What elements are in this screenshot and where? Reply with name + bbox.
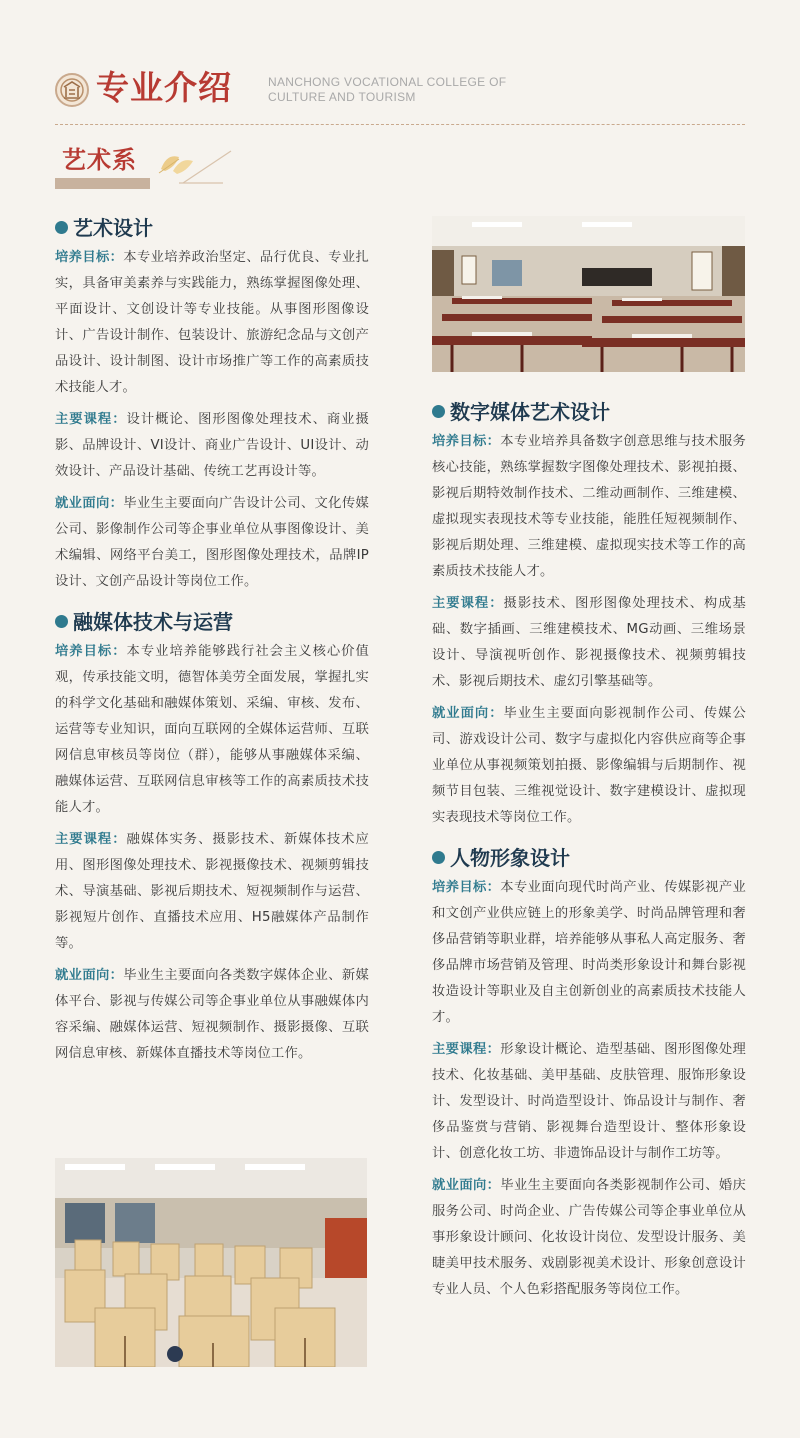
courses-text: 形象设计概论、造型基础、图形图像处理技术、化妆基础、美甲基础、皮肤管理、服饰形象设计、发型设计、时尚造型设计、饰品设计与制作、奢侈品鉴赏与营销、影视舞台造型设计、整体形象设计、创意化妆工坊、非遗饰品设计与制作工坊等。 — [432, 1042, 746, 1161]
section-title — [55, 213, 369, 243]
goal-label: 培养目标： — [432, 434, 501, 449]
jobs-paragraph — [432, 1173, 746, 1303]
section-title-text: 艺术设计 — [73, 216, 153, 240]
courses-text: 设计概论、图形图像处理技术、商业摄影、品牌设计、VI设计、商业广告设计、UI设计、动效设计、产品设计基础、传统工艺再设计等。 — [55, 412, 369, 479]
easel-studio-photo — [55, 1158, 367, 1367]
section-title-text: 融媒体技术与运营 — [73, 610, 233, 634]
section-title — [432, 843, 746, 873]
jobs-text: 毕业生主要面向广告设计公司、文化传媒公司、影像制作公司等企事业单位从事图像设计、美术编辑、网络平台美工，图形图像处理技术，品牌IP设计、文创产品设计等岗位工作。 — [55, 496, 369, 589]
section-art-design — [55, 213, 369, 595]
jobs-text: 毕业生主要面向各类影视制作公司、婚庆服务公司、时尚企业、广告传媒公司等企事业单位从事形象设计顾问、化妆设计岗位、发型设计服务、美睫美甲技术服务、戏剧影视美术设计、形象创意设计专业人员、个人色彩搭配服务等岗位工作。 — [432, 1178, 746, 1297]
goal-text: 本专业培养政治坚定、品行优良、专业扎实，具备审美素养与实践能力，熟练掌握图像处理、平面设计、文创设计等专业技能。从事图形图像设计、广告设计制作、包装设计、旅游纪念品与文创产品设计、设计制图、设计市场推广等工作的高素质技术技能人才。 — [55, 250, 369, 395]
bullet-dot-icon — [432, 851, 445, 864]
jobs-label: 就业面向： — [432, 1178, 501, 1193]
right-column — [432, 397, 746, 1309]
ginkgo-leaf-icon — [153, 147, 233, 187]
department-underline — [55, 178, 150, 189]
section-image-design — [432, 843, 746, 1303]
bullet-dot-icon — [55, 221, 68, 234]
courses-paragraph — [432, 591, 746, 695]
calligraphy-classroom-photo — [432, 216, 745, 372]
goal-paragraph — [432, 429, 746, 585]
jobs-label: 就业面向： — [55, 496, 124, 511]
jobs-text: 毕业生主要面向影视制作公司、传媒公司、游戏设计公司、数字与虚拟化内容供应商等企事业单位从事视频策划拍摄、影像编辑与后期制作、视频节目包装、三维视觉设计、数字建模设计、虚拟现实表现技术等岗位工作。 — [432, 706, 746, 825]
courses-paragraph — [432, 1037, 746, 1167]
goal-paragraph — [432, 875, 746, 1031]
page-subtitle — [268, 75, 506, 105]
page-title: 专业介绍 — [96, 68, 232, 107]
courses-paragraph — [55, 827, 369, 957]
courses-label: 主要课程： — [55, 412, 127, 427]
goal-label: 培养目标： — [55, 250, 124, 265]
jobs-label: 就业面向： — [432, 706, 504, 721]
department-title: 艺术系 — [62, 146, 137, 174]
goal-text: 本专业培养能够践行社会主义核心价值观，传承技能文明，德智体美劳全面发展，掌握扎实的科学文化基础和融媒体策划、采编、审核、发布、运营等专业知识，面向互联网的全媒体运营师、互联网信息审核员等岗位（群），能够从事融媒体采编、融媒体运营、互联网信息审核等工作的高素质技术技能人才。 — [55, 644, 369, 815]
jobs-paragraph — [432, 701, 746, 831]
courses-text: 摄影技术、图形图像处理技术、构成基础、数字插画、三维建模技术、MG动画、三维场景设计、导演视听创作、影视摄像技术、视频剪辑技术、影视后期技术、虚幻引擎基础等。 — [432, 596, 746, 689]
goal-text: 本专业面向现代时尚产业、传媒影视产业和文创产业供应链上的形象美学、时尚品牌管理和奢侈品营销等职业群，培养能够从事私人高定服务、奢侈品牌市场营销及管理、时尚类形象设计和舞台影视妆造设计等职业及自主创新创业的高素质技术技能人才。 — [432, 880, 746, 1025]
goal-label: 培养目标： — [432, 880, 501, 895]
college-emblem-icon — [55, 73, 89, 107]
courses-label: 主要课程： — [55, 832, 127, 847]
courses-text: 融媒体实务、摄影技术、新媒体技术应用、图形图像处理技术、影视摄像技术、视频剪辑技术、导演基础、影视后期技术、短视频制作与运营、影视短片创作、直播技术应用、H5融媒体产品制作等。 — [55, 832, 369, 951]
jobs-paragraph — [55, 963, 369, 1067]
goal-text: 本专业培养具备数字创意思维与技术服务核心技能，熟练掌握数字图像处理技术、影视拍摄、影视后期特效制作技术、二维动画制作、三维建模、虚拟现实表现技术等专业技能，能胜任短视频制作、影视后期处理、三维建模、虚拟现实技术等工作的高素质技术技能人才。 — [432, 434, 746, 579]
section-media-fusion — [55, 607, 369, 1067]
goal-paragraph — [55, 245, 369, 401]
jobs-label: 就业面向： — [55, 968, 124, 983]
courses-label: 主要课程： — [432, 596, 504, 611]
courses-paragraph — [55, 407, 369, 485]
goal-paragraph — [55, 639, 369, 821]
jobs-text: 毕业生主要面向各类数字媒体企业、新媒体平台、影视与传媒公司等企事业单位从事融媒体内容采编、融媒体运营、短视频制作、摄影摄像、互联网信息审核、新媒体直播技术等岗位工作。 — [55, 968, 369, 1061]
bullet-dot-icon — [432, 405, 445, 418]
left-column — [55, 213, 369, 1073]
section-title — [55, 607, 369, 637]
header-divider — [55, 124, 745, 125]
section-title-text: 人物形象设计 — [450, 846, 570, 870]
courses-label: 主要课程： — [432, 1042, 501, 1057]
subtitle-line: CULTURE AND TOURISM — [268, 90, 416, 104]
subtitle-line: NANCHONG VOCATIONAL COLLEGE OF — [268, 75, 507, 89]
section-title — [432, 397, 746, 427]
jobs-paragraph — [55, 491, 369, 595]
goal-label: 培养目标： — [55, 644, 127, 659]
section-digital-media — [432, 397, 746, 831]
bullet-dot-icon — [55, 615, 68, 628]
section-title-text: 数字媒体艺术设计 — [450, 400, 610, 424]
